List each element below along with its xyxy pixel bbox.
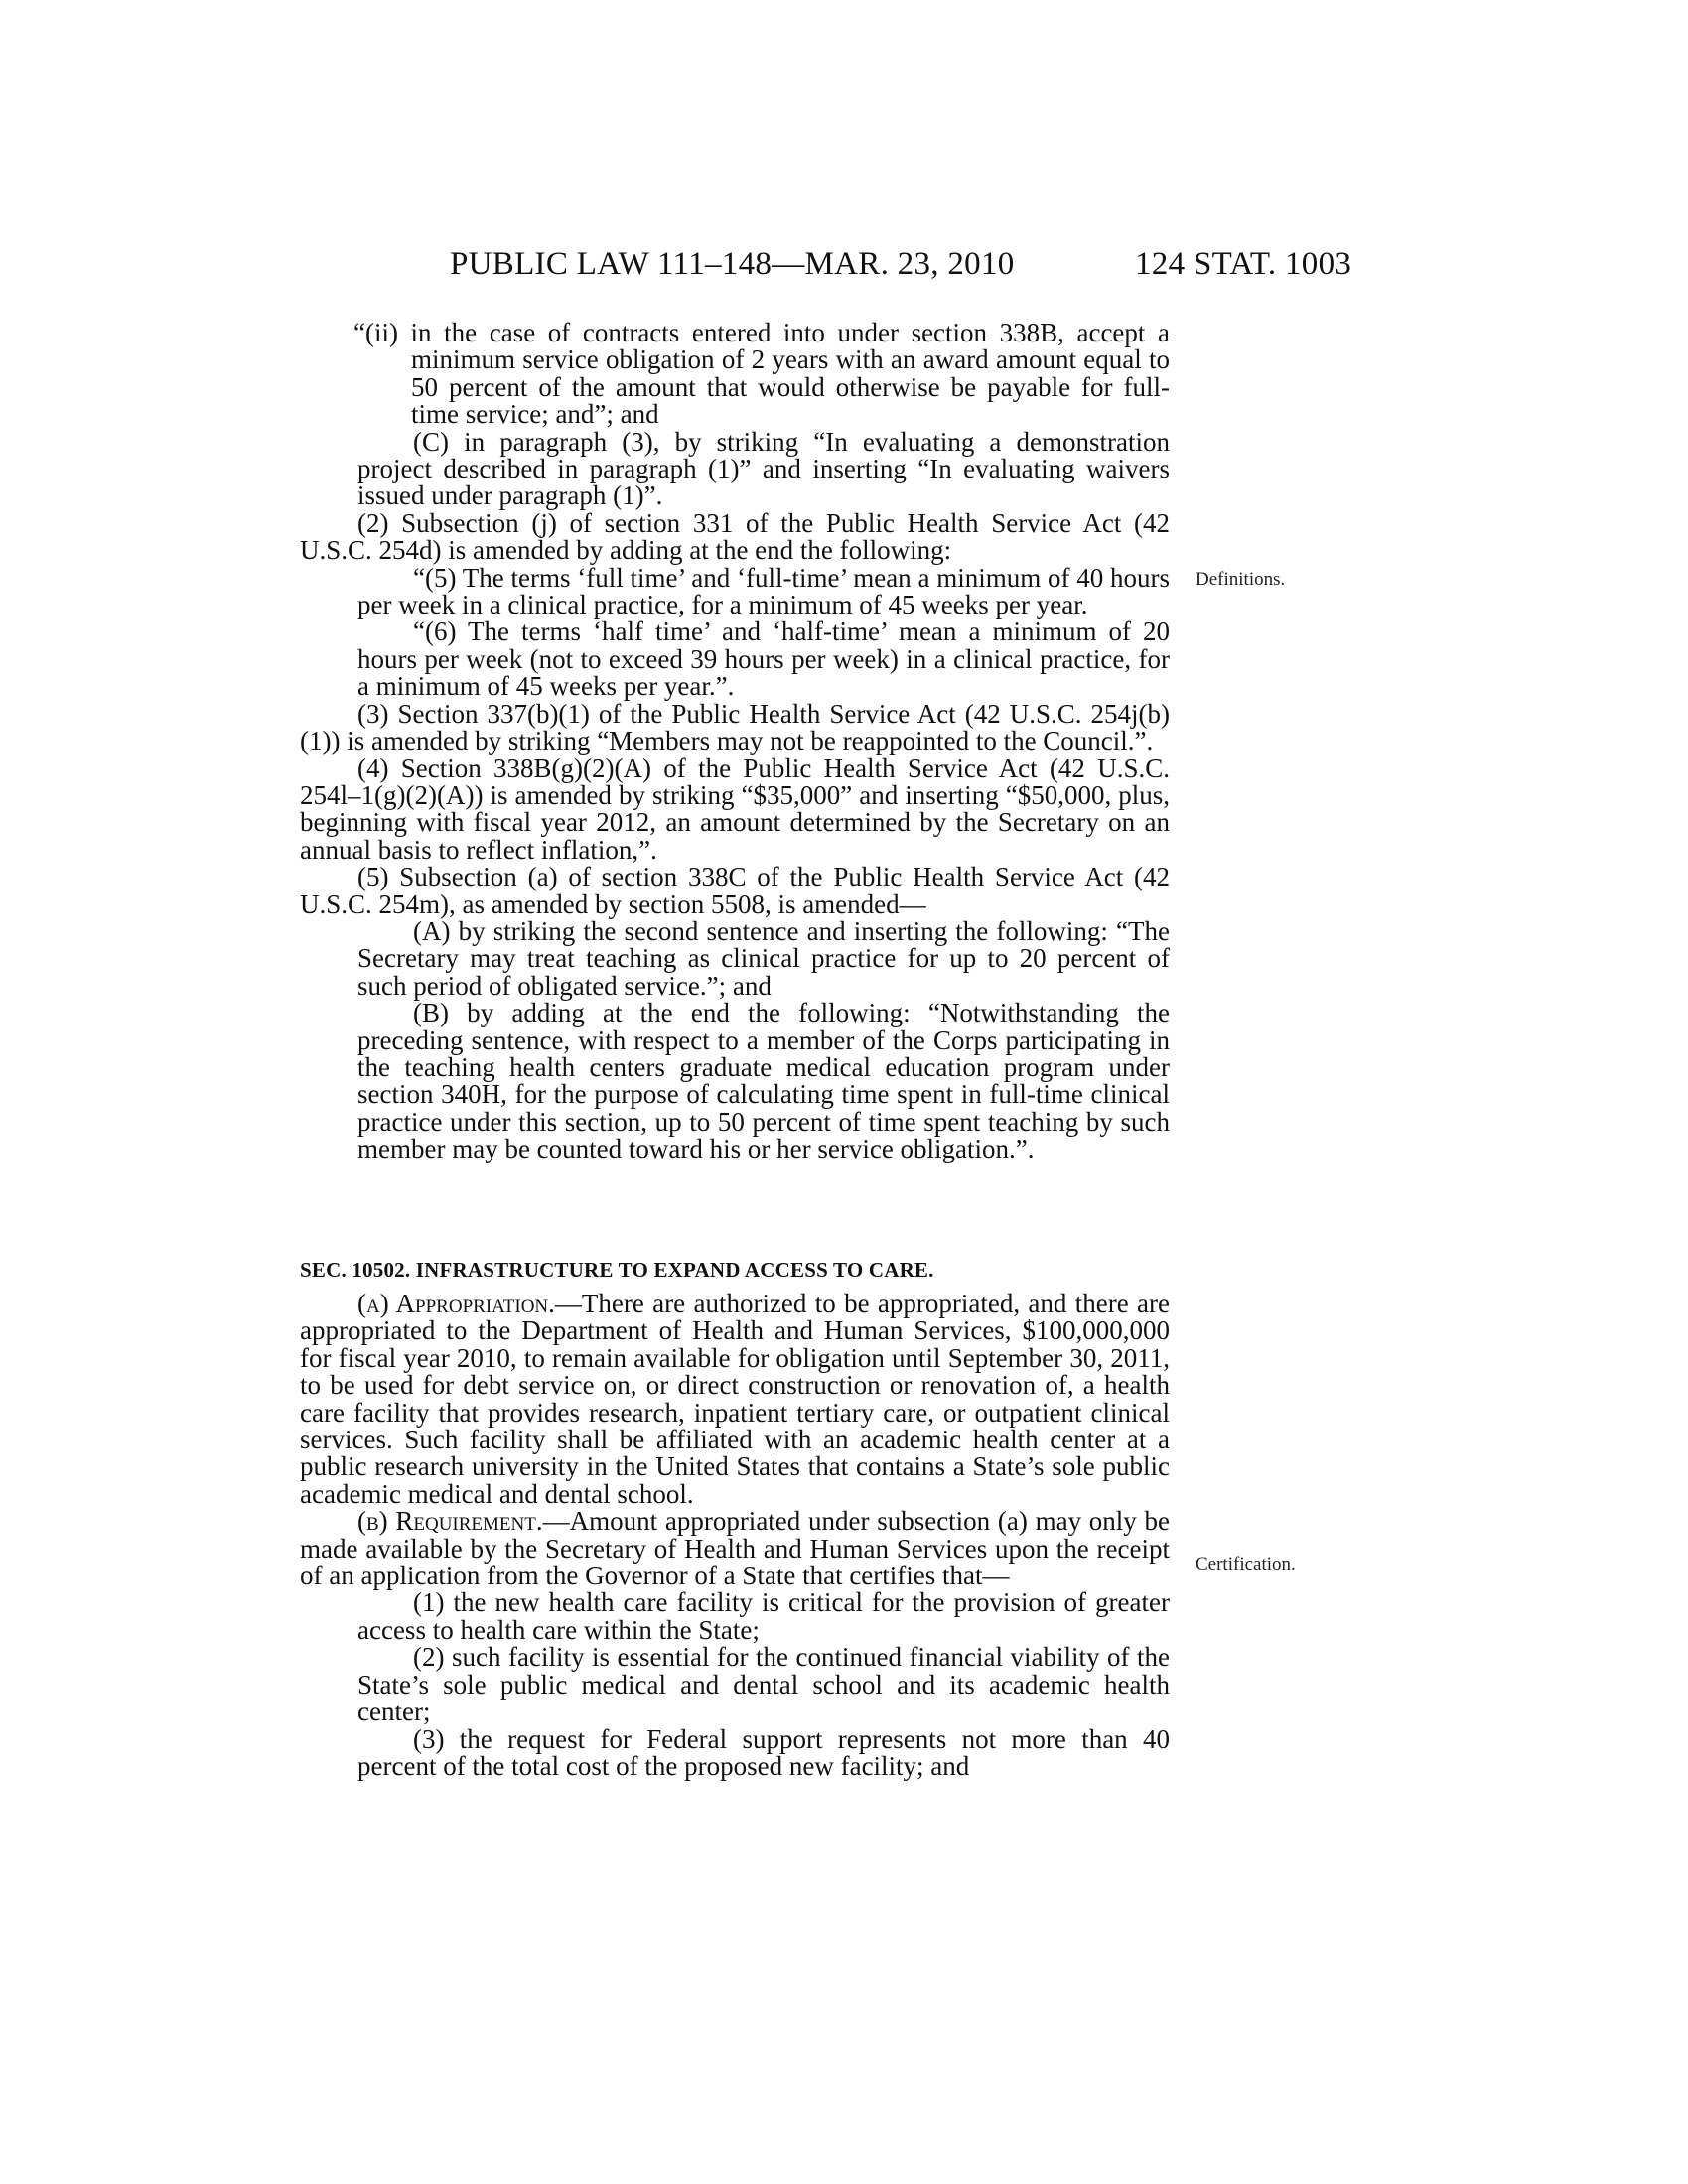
list-item: (1) the new health care facility is critical for the provision of greater access to health care within the State; (357, 1587, 1170, 1645)
paragraph-3: (3) Section 337(b)(1) of the Public Health Service Act (42 U.S.C. 254j(b)(1)) is amended by striking “Members may not be reappointed to the Council.”. (300, 698, 1170, 756)
subsection-a-text: —There are authorized to be appropriated, and there are appropriated to the Department of Health and Human Services, $100,000,000 for fiscal year 2010, to remain available for obligation until September 30, 2011, to be used for debt service on, or direct construction or renovation of, a health care facility that provides research, inpatient tertiary care, or outpatient clinical services. Such facility shall be affiliated with an academic health center at a public research university in the United States that contains a State’s sole public academic medical and dental school. (300, 1289, 1170, 1509)
subsection-a (300, 1291, 1170, 1508)
paragraph-4: (4) Section 338B(g)(2)(A) of the Public Health Service Act (42 U.S.C. 254l–1(g)(2)(A)) is amended by striking “$35,000” and inserting “$50,000, plus, beginning with fiscal year 2012, an amount determined by the Secretary on an annual basis to reflect inflation,”. (300, 752, 1170, 865)
section-heading: SEC. 10502. INFRASTRUCTURE TO EXPAND ACCESS TO CARE. (300, 1258, 934, 1282)
subparagraph-c: (C) in paragraph (3), by striking “In evaluating a demonstration project described in paragraph (1)” and inserting “In evaluating waivers issued under paragraph (1)”. (357, 426, 1170, 511)
margin-note-certification: Certification. (1196, 1554, 1296, 1574)
paragraph-5-intro: (5) Subsection (a) of section 338C of the Public Health Service Act (42 U.S.C. 254m), as amended by section 5508, is amended— (300, 862, 1170, 919)
margin-note-definitions: Definitions. (1196, 569, 1286, 590)
clause-ii: “(ii) in the case of contracts entered into under section 338B, accept a minimum service obligation of 2 years with an award amount equal to 50 percent of the amount that would otherwise be payable for full-time service; and”; and (353, 318, 1170, 430)
amendment-block-1 (300, 320, 1170, 1163)
subsection-a-label: (a) Appropriation. (357, 1289, 555, 1318)
subsection-b (300, 1508, 1170, 1589)
subsection-b-label: (b) Requirement. (357, 1506, 543, 1537)
subparagraph-a: (A) by striking the second sentence and inserting the following: “The Secretary may treat teaching as clinical practice for up to 20 percent of such period of obligated service.”; and (357, 915, 1170, 1001)
paragraph-2-intro: (2) Subsection (j) of section 331 of the Public Health Service Act (42 U.S.C. 254d) is amended by adding at the end the following: (300, 507, 1170, 566)
definition-5: “(5) The terms ‘full time’ and ‘full-time’ mean a minimum of 40 hours per week in a clinical practice, for a minimum of 45 weeks per year. (357, 562, 1170, 620)
running-header-right: 124 STAT. 1003 (1135, 246, 1352, 282)
subparagraph-b: (B) by adding at the end the following: “Notwithstanding the preceding sentence, with respect to a member of the Corps participating in the teaching health centers graduate medical education program under section 340H, for the purpose of calculating time spent in full-time clinical practice under this section, up to 50 percent of time spent teaching by such member may be counted toward his or her service obligation.”. (357, 998, 1170, 1164)
running-header-left: PUBLIC LAW 111–148—MAR. 23, 2010 (450, 246, 1015, 282)
definition-6: “(6) The terms ‘half time’ and ‘half-time’ mean a minimum of 20 hours per week (not to exceed 39 hours per week) in a clinical practice, for a minimum of 45 weeks per year.”. (357, 616, 1170, 702)
subsection-b-text: —Amount appropriated under subsection (a) may only be made available by the Secretary of Health and Human Services upon the receipt of an application from the Governor of a State that certifies that— (300, 1506, 1170, 1591)
list-item: (3) the request for Federal support represents not more than 40 percent of the total cost of the proposed new facility; and (357, 1723, 1170, 1781)
section-body (300, 1291, 1170, 1780)
list-item: (2) such facility is essential for the continued financial viability of the State’s sole public medical and dental school and its academic health center; (357, 1642, 1170, 1727)
